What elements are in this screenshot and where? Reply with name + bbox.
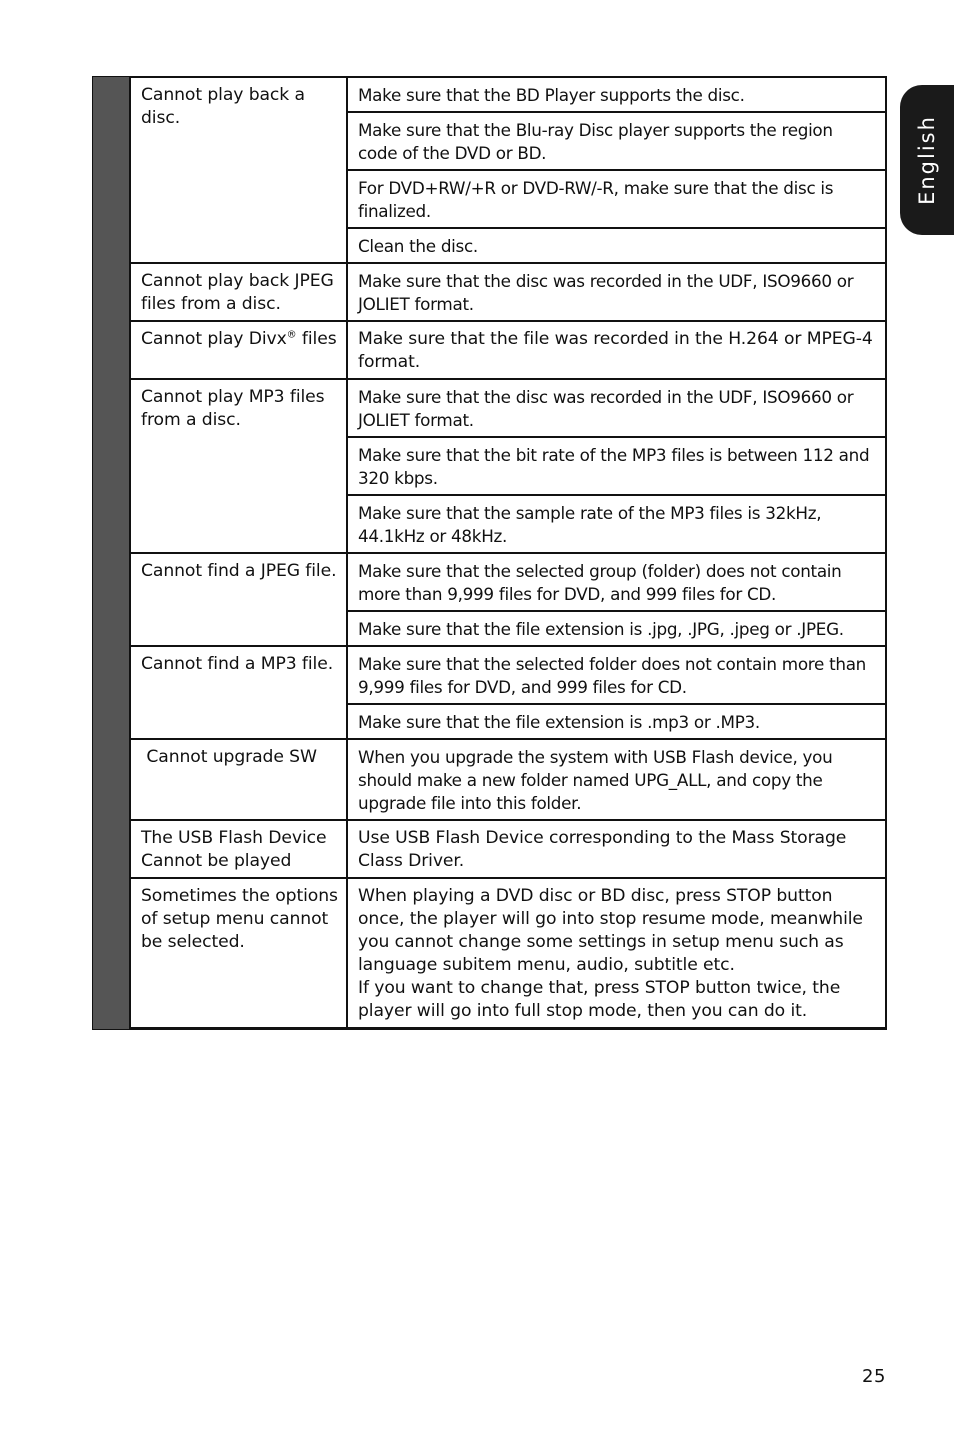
solution-cell: Make sure that the BD Player supports the disc. [347, 77, 886, 112]
solution-cell: For DVD+RW/+R or DVD-RW/-R, make sure that the disc is finalized. [347, 170, 886, 228]
table-row [130, 820, 886, 878]
solution-paragraph: If you want to change that, press STOP button twice, the player will go into full stop mode, then you can do it. [358, 978, 841, 1021]
solution-cell: Make sure that the file extension is .mp3 or .MP3. [347, 704, 886, 739]
solution-cell: Make sure that the disc was recorded in the UDF, ISO9660 or JOLIET format. [347, 263, 886, 321]
language-tab-label: English [915, 115, 939, 205]
problem-cell: Cannot play MP3 files from a disc. [130, 379, 347, 553]
table-row [130, 739, 886, 820]
problem-cell: Cannot play back a disc. [130, 77, 347, 263]
problem-cell: Cannot upgrade SW [130, 739, 347, 820]
problem-text-suffix: files [296, 329, 337, 349]
problem-cell: Sometimes the options of setup menu cannot be selected. [130, 878, 347, 1029]
table-row [130, 321, 886, 379]
solution-paragraph: When playing a DVD disc or BD disc, press STOP button once, the player will go into stop resume mode, meanwhile you cannot change some settings in setup menu such as language subitem menu, audio, subtitle etc. [358, 886, 863, 975]
solution-cell: Make sure that the file extension is .jpg, .JPG, .jpeg or .JPEG. [347, 611, 886, 646]
table-row [130, 878, 886, 1029]
solution-cell: Make sure that the selected group (folder) does not contain more than 9,999 files for DVD, and 999 files for CD. [347, 553, 886, 611]
solution-cell: Use USB Flash Device corresponding to the Mass Storage Class Driver. [347, 820, 886, 878]
language-tab [900, 85, 954, 235]
solution-cell: Make sure that the Blu-ray Disc player supports the region code of the DVD or BD. [347, 112, 886, 170]
registered-mark: ® [286, 329, 297, 341]
table-row [130, 553, 886, 611]
problem-cell: Cannot find a MP3 file. [130, 646, 347, 739]
table-row [130, 263, 886, 321]
solution-cell: Make sure that the file was recorded in the H.264 or MPEG-4 format. [347, 321, 886, 379]
solution-cell: Make sure that the selected folder does not contain more than 9,999 files for DVD, and 999 files for CD. [347, 646, 886, 704]
problem-cell: The USB Flash Device Cannot be played [130, 820, 347, 878]
table-row [130, 77, 886, 112]
section-side-bar [92, 76, 129, 1030]
problem-cell: Cannot find a JPEG file. [130, 553, 347, 646]
troubleshooting-table [129, 76, 887, 1030]
table-row [130, 646, 886, 704]
problem-text: Cannot play Divx [141, 329, 287, 349]
page-number: 25 [862, 1366, 886, 1387]
solution-cell: When you upgrade the system with USB Flash device, you should make a new folder named UPG_ALL, and copy the upgrade file into this folder. [347, 739, 886, 820]
solution-cell: Make sure that the disc was recorded in the UDF, ISO9660 or JOLIET format. [347, 379, 886, 437]
problem-cell [130, 321, 347, 379]
solution-cell [347, 878, 886, 1029]
solution-cell: Clean the disc. [347, 228, 886, 263]
solution-cell: Make sure that the sample rate of the MP3 files is 32kHz, 44.1kHz or 48kHz. [347, 495, 886, 553]
solution-cell: Make sure that the bit rate of the MP3 files is between 112 and 320 kbps. [347, 437, 886, 495]
table-row [130, 379, 886, 437]
problem-cell: Cannot play back JPEG files from a disc. [130, 263, 347, 321]
